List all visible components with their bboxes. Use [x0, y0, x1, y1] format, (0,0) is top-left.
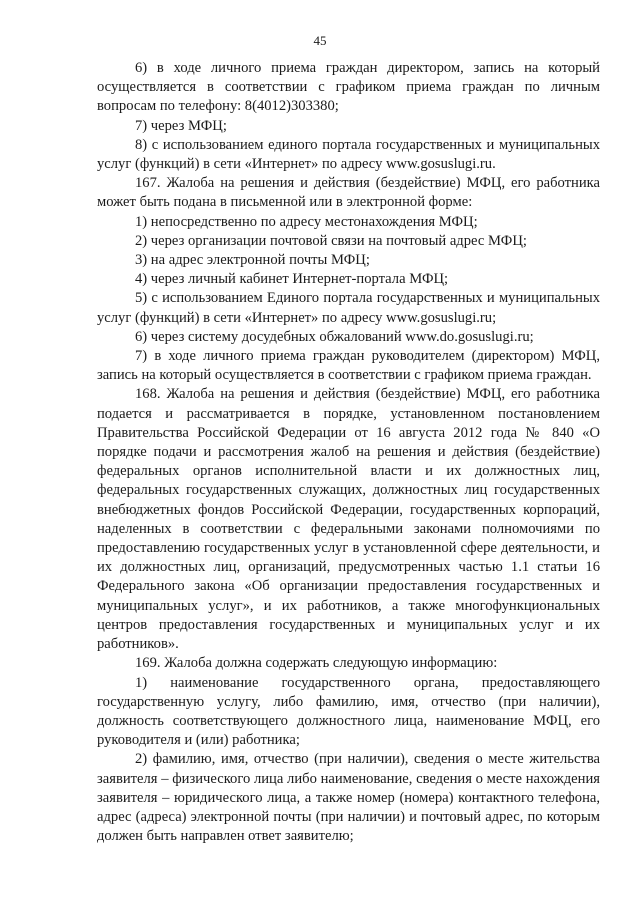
paragraph-168-procedure: 168. Жалоба на решения и действия (бездействие) МФЦ, его работника подается и рассматривается в порядке, установленном постановлением Правительства Российской Федерации от 16 августа 2012 года № 840 «О порядке подачи и рассмотрения жалоб на решения и действия (бездействие) федеральных органов исполнительной власти и их должностных лиц, федеральных государственных служащих, должностных лиц государственных внебюджетных фондов Российской Федерации, государственных корпораций, наделенных в соответствии с федеральными законами полномочиями по предоставлению государственных услуг в установленной сфере деятельности, и их должностных лиц, организаций, предусмотренных частью 1.1 статьи 16 Федерального закона «Об организации предоставления государственных и муниципальных услуг», и их работников, а также многофункциональных центров предоставления государственных и муниципальных услуг и их работников». — [97, 386, 600, 653]
paragraph-169-item-2: 2) фамилию, имя, отчество (при наличии), сведения о месте жительства заявителя – физического лица либо наименование, сведения о месте нахождения заявителя – юридического лица, а также номер (номера) контактного телефона, адрес (адреса) электронной почты (при наличии) и почтовый адрес, по которым должен быть направлен ответ заявителю; — [97, 751, 600, 845]
paragraph-167-item-5: 5) с использованием Единого портала государственных и муниципальных услуг (функций) в сети «Интернет» по адресу www.gosuslugi.ru; — [97, 290, 600, 326]
paragraph-167-item-2: 2) через организации почтовой связи на почтовый адрес МФЦ; — [135, 232, 527, 249]
paragraph-167-item-3: 3) на адрес электронной почты МФЦ; — [135, 252, 370, 269]
document-body — [97, 59, 600, 846]
paragraph-167-complaint-form: 167. Жалоба на решения и действия (бездействие) МФЦ, его работника может быть подана в письменной или в электронной форме: — [97, 175, 600, 211]
paragraph-7-via-mfc: 7) через МФЦ; — [135, 117, 227, 134]
paragraph-167-item-6: 6) через систему досудебных обжалований www.do.gosuslugi.ru; — [135, 328, 534, 345]
paragraph-167-item-7: 7) в ходе личного приема граждан руководителем (директором) МФЦ, запись на который осуществляется в соответствии с графиком приема граждан. — [97, 348, 600, 384]
paragraph-167-item-4: 4) через личный кабинет Интернет-портала МФЦ; — [135, 271, 449, 288]
paragraph-169-required-info: 169. Жалоба должна содержать следующую информацию: — [135, 655, 498, 672]
paragraph-167-item-1: 1) непосредственно по адресу местонахождения МФЦ; — [135, 213, 478, 230]
page-number: 45 — [313, 33, 327, 48]
paragraph-8-gosuslugi: 8) с использованием единого портала государственных и муниципальных услуг (функций) в сети «Интернет» по адресу www.gosuslugi.ru. — [97, 136, 600, 173]
paragraph-169-item-1: 1) наименование государственного органа, предоставляющего государственную услугу, либо фамилию, имя, отчество (при наличии), должность соответствующего должностного лица, наименование МФЦ, его руководителя и (или) работника; — [97, 674, 600, 749]
paragraph-6-personal-reception: 6) в ходе личного приема граждан директором, запись на который осуществляется в соответствии с графиком приема граждан по личным вопросам по телефону: 8(4012)303380; — [97, 60, 600, 115]
